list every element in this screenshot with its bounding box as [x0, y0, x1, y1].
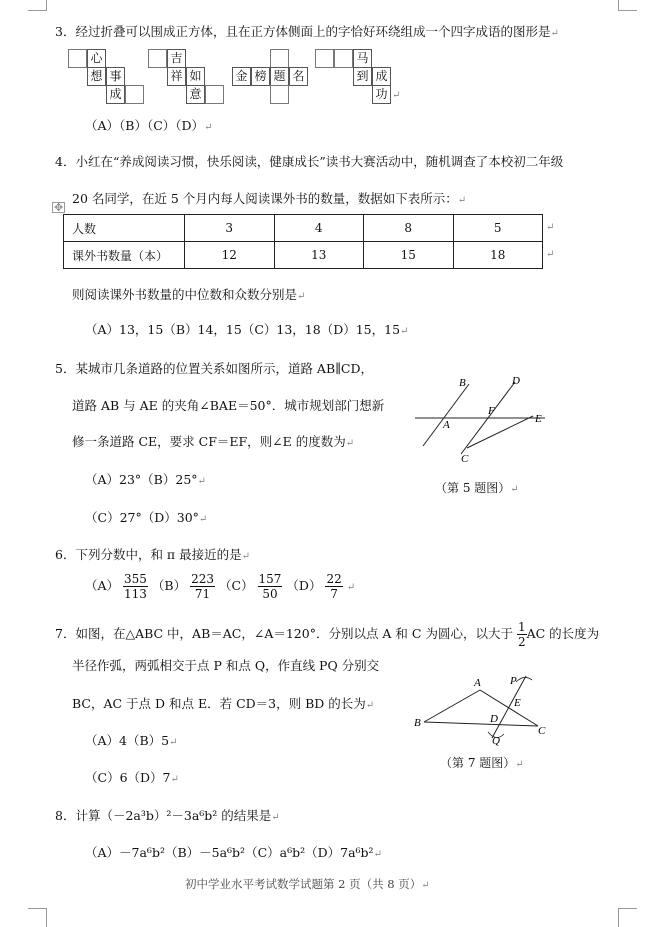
net-cell [148, 49, 167, 68]
net-cell [270, 49, 289, 68]
label-q: Q [492, 735, 500, 747]
net-cell: 成 [106, 85, 125, 104]
q8-options: （A）－7a⁶b²（B）－5a⁶b²（C）a⁶b²（D）7a⁶b²↵ [85, 845, 382, 860]
crop-mark-top-right [618, 0, 637, 11]
side-ba [424, 690, 480, 722]
q5-options-2: （C）27°（D）30°↵ [85, 510, 208, 525]
table-cell: 15 [364, 242, 454, 269]
q7-line-1: 7．如图，在△ABC 中，AB＝AC，∠A＝120°．分别以点 A 和 C 为圆心，以大于 $\frac{1}{2}$ AC 的长度为 [55, 620, 600, 649]
q4-question: 则阅读课外书数量的中位数和众数分别是↵ [72, 287, 306, 302]
road-ab [423, 384, 469, 446]
q4-options: （A）13，15（B）14，15（C）13，18（D）15，15↵ [85, 322, 409, 337]
label-a: A [474, 677, 481, 689]
net-cell: 金 [232, 67, 251, 86]
label-f: F [488, 405, 495, 417]
q5-options-1: （A）23°（B）25°↵ [85, 472, 206, 487]
q5-line-1: 5．某城市几条道路的位置关系如图所示，道路 AB∥CD， [55, 361, 374, 376]
fraction: $\frac{355}{113}$ [124, 572, 147, 601]
table-move-handle-icon[interactable]: ✥ [54, 201, 64, 214]
table-cell: 18 [453, 242, 543, 269]
table-cell: 5 [453, 215, 543, 242]
q4-stem-line-1: 4．小红在“养成阅读习惯，快乐阅读，健康成长”读书大赛活动中，随机调查了本校初二年级 [55, 154, 564, 169]
q6-options: （A） $\frac{355}{113}$ （B） $\frac{223}{71}$ （C） $\frac{157}{50}$ （D） $\frac{22}{7}$ ↵ [85, 572, 356, 601]
net-cell: 榜 [251, 67, 270, 86]
net-cell: 成 [372, 67, 391, 86]
fraction-one-half: $\frac{1}{2}$ [517, 620, 526, 649]
label-c: C [461, 453, 469, 465]
q7-figure [410, 672, 560, 752]
net-cell [125, 85, 144, 104]
table-row [64, 242, 543, 269]
fraction: $\frac{223}{71}$ [191, 572, 214, 601]
q5-figure [405, 372, 555, 472]
net-cell: 想 [87, 67, 106, 86]
q5-figure-caption: （第 5 题图）↵ [435, 481, 519, 495]
return-mark: ↵ [546, 249, 555, 260]
q7-options-2: （C）6（D）7↵ [85, 770, 179, 785]
net-cell: 马 [353, 49, 372, 68]
label-b: B [414, 717, 421, 729]
table-row-header: 人数 [64, 215, 185, 242]
crop-mark-bottom-right [618, 908, 637, 927]
net-cell [334, 49, 353, 68]
net-cell [315, 49, 334, 68]
net-cell [68, 49, 87, 68]
net-cell: 如 [186, 67, 205, 86]
table-cell: 4 [274, 215, 364, 242]
side-bc [424, 722, 538, 726]
crop-mark-top-left [28, 0, 47, 11]
net-cell: 功 [372, 85, 391, 104]
net-cell: 祥 [167, 67, 186, 86]
label-e: E [514, 697, 521, 709]
q8-stem: 8．计算（－2a³b）²－3a⁶b² 的结果是↵ [55, 808, 280, 823]
label-d: D [512, 375, 520, 387]
table-cell: 12 [185, 242, 275, 269]
label-a: A [443, 419, 450, 431]
label-p: P [510, 675, 517, 687]
label-e: E [535, 413, 542, 425]
q3-stem: 3．经过折叠可以围成正方体，且在正方体侧面上的字恰好环绕组成一个四字成语的图形是↵ [55, 24, 559, 39]
fraction: $\frac{157}{50}$ [258, 572, 282, 601]
fraction: $\frac{22}{7}$ [326, 572, 342, 601]
table-row [64, 215, 543, 242]
net-cell [270, 85, 289, 104]
net-cell: 吉 [167, 49, 186, 68]
net-cell: 名 [289, 67, 308, 86]
table-cell: 13 [274, 242, 364, 269]
page-footer: 初中学业水平考试数学试题第 2 页（共 8 页）↵ [185, 877, 430, 891]
q7-options-1: （A）4（B）5↵ [85, 733, 178, 748]
q7-line-2: 半径作弧，两弧相交于点 P 和点 Q，作直线 PQ 分别交 [72, 658, 380, 673]
q3-options: （A）（B）（C）（D）↵ [85, 118, 213, 133]
table-row-header: 课外书数量（本） [64, 242, 185, 269]
net-cell: 题 [270, 67, 289, 86]
return-mark: ↵ [392, 90, 401, 101]
q7-line-3: BC，AC 于点 D 和点 E．若 CD＝3，则 BD 的长为↵ [72, 696, 375, 711]
table-cell: 3 [185, 215, 275, 242]
return-mark: ↵ [546, 222, 555, 233]
net-cell [205, 85, 224, 104]
crop-mark-bottom-left [28, 908, 47, 927]
label-b: B [459, 377, 466, 389]
q5-line-2: 道路 AB 与 AE 的夹角∠BAE＝50°．城市规划部门想新 [72, 398, 385, 413]
net-cell: 到 [353, 67, 372, 86]
label-d: D [490, 713, 498, 725]
reading-data-table [63, 214, 543, 269]
line-pq [492, 676, 526, 738]
q7-figure-caption: （第 7 题图）↵ [440, 756, 524, 770]
q6-stem: 6．下列分数中，和 π 最接近的是↵ [55, 547, 251, 562]
q4-stem-line-2: 20 名同学，在近 5 个月内每人阅读课外书的数量，数据如下表所示：↵ [72, 191, 467, 206]
net-cell: 事 [106, 67, 125, 86]
label-c: C [538, 725, 546, 737]
table-cell: 8 [364, 215, 454, 242]
net-cell: 心 [87, 49, 106, 68]
q5-line-3: 修一条道路 CE，要求 CF＝EF，则∠E 的度数为↵ [72, 434, 355, 449]
net-cell: 意 [186, 85, 205, 104]
